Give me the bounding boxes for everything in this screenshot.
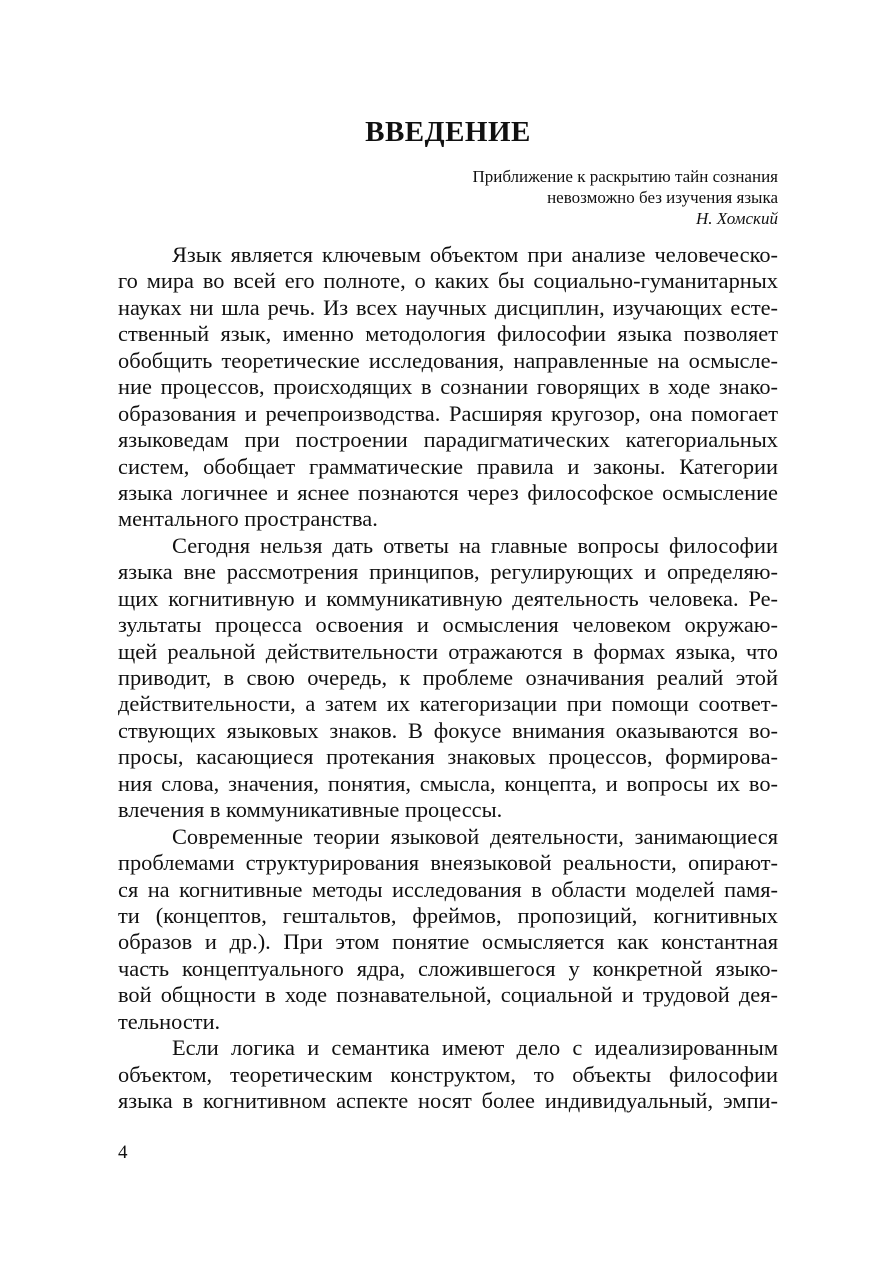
text-line: тельности.	[118, 1008, 221, 1034]
text-line: языковедам при построении парадигматических категориальных	[118, 427, 778, 453]
text-line: языка логичнее и яснее познаются через философское осмысление	[118, 479, 778, 505]
text-line: действительности, а затем их категоризации при помощи соответ-	[118, 691, 778, 717]
text-line: просы, касающиеся протекания знаковых процессов, формирова-	[118, 744, 778, 770]
text-line: го мира во всей его полноте, о каких бы социально-гуманитарных	[118, 268, 778, 294]
epigraph-author: Н. Хомский	[695, 209, 778, 228]
text-line: проблемами структурирования внеязыковой реальности, опирают-	[118, 850, 778, 876]
epigraph-line: Приближение к раскрытию тайн сознания	[472, 167, 778, 186]
text-line: языка в когнитивном аспекте носят более индивидуальный, эмпи-	[118, 1088, 778, 1113]
text-line: вой общности в ходе познавательной, социальной и трудовой дея-	[118, 982, 778, 1008]
text-line: ментального пространства.	[118, 506, 378, 532]
text-line: щих когнитивную и коммуникативную деятельность человека. Ре-	[118, 585, 778, 611]
text-line: зультаты процесса освоения и осмысления человеком окружаю-	[118, 612, 778, 638]
text-line: часть концептуального ядра, сложившегося у конкретной языко-	[118, 955, 778, 981]
text-line: щей реальной действительности отражаются в формах языка, что	[118, 638, 778, 664]
page-number: 4	[118, 1142, 128, 1163]
chapter-title: ВВЕДЕНИЕ	[365, 116, 531, 148]
text-line: ние процессов, происходящих в сознании говорящих в ходе знако-	[118, 374, 778, 400]
text-line: объектом, теоретическим конструктом, то объекты философии	[118, 1061, 778, 1087]
text-line: ствующих языковых знаков. В фокусе внимания оказываются во-	[118, 717, 778, 743]
text-line: систем, обобщает грамматические правила и законы. Категории	[118, 453, 778, 479]
body-text	[118, 242, 778, 1114]
text-line: языка вне рассмотрения принципов, регулирующих и определяю-	[118, 559, 778, 585]
text-line: Если логика и семантика имеют дело с идеализированным	[172, 1035, 778, 1061]
epigraph-line: невозможно без изучения языка	[547, 188, 778, 207]
epigraph	[472, 166, 778, 229]
text-line: образования и речепроизводства. Расширяя кругозор, она помогает	[118, 400, 778, 426]
text-line: ния слова, значения, понятия, смысла, концепта, и вопросы их во-	[118, 770, 778, 796]
text-line: науках ни шла речь. Из всех научных дисциплин, изучающих есте-	[118, 294, 778, 320]
text-line: Современные теории языковой деятельности, занимающиеся	[172, 823, 778, 849]
text-line: обобщить теоретические исследования, направленные на осмысле-	[118, 347, 778, 373]
text-line: ся на когнитивные методы исследования в области моделей памя-	[118, 876, 778, 902]
text-line: ственный язык, именно методология философии языка позволяет	[118, 321, 778, 347]
text-line: образов и др.). При этом понятие осмысляется как константная	[118, 929, 778, 955]
text-line: ти (концептов, гештальтов, фреймов, пропозиций, когнитивных	[118, 902, 778, 928]
text-line: Язык является ключевым объектом при анализе человеческо-	[172, 242, 778, 267]
text-line: приводит, в свою очередь, к проблеме означивания реалий этой	[118, 665, 778, 690]
text-line: влечения в коммуникативные процессы.	[118, 797, 503, 823]
text-line: Сегодня нельзя дать ответы на главные вопросы философии	[172, 532, 778, 558]
